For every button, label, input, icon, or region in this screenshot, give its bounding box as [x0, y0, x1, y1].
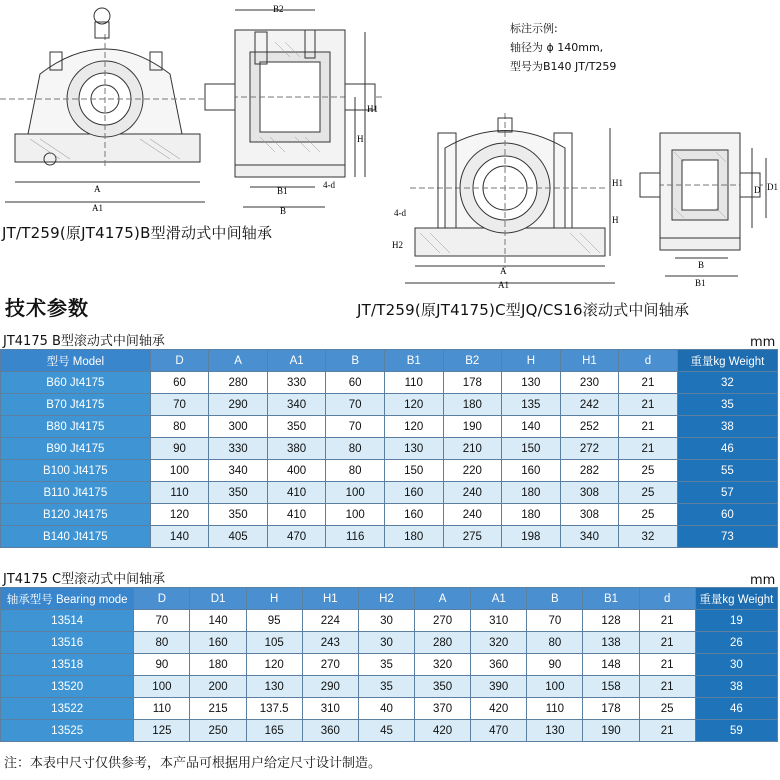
value-cell: 160	[190, 632, 246, 654]
value-cell: 90	[150, 438, 209, 460]
column-header: B	[527, 588, 583, 610]
table-row	[1, 460, 778, 482]
column-header: d	[639, 588, 695, 610]
model-cell: B140 Jt4175	[1, 526, 151, 548]
model-cell: B60 Jt4175	[1, 372, 151, 394]
weight-cell: 46	[677, 438, 777, 460]
b-type-front-drawing	[0, 4, 210, 214]
dim-label-B1: B1	[277, 186, 288, 196]
table-row	[1, 610, 778, 632]
column-header: A	[415, 588, 471, 610]
table-row	[1, 482, 778, 504]
model-cell: B120 Jt4175	[1, 504, 151, 526]
value-cell: 40	[358, 698, 414, 720]
value-cell: 140	[190, 610, 246, 632]
model-cell: 13522	[1, 698, 134, 720]
value-cell: 138	[583, 632, 639, 654]
value-cell: 320	[471, 632, 527, 654]
note-line-3: 型号为B140 JT/T259	[510, 60, 617, 73]
value-cell: 70	[150, 394, 209, 416]
value-cell: 340	[209, 460, 268, 482]
value-cell: 470	[471, 720, 527, 742]
value-cell: 180	[502, 504, 561, 526]
c-dim-label-B1: B1	[695, 278, 706, 288]
column-header: A	[209, 350, 268, 372]
value-cell: 350	[209, 482, 268, 504]
b-type-side-drawing	[205, 2, 385, 217]
column-header: H1	[560, 350, 619, 372]
value-cell: 243	[302, 632, 358, 654]
value-cell: 360	[471, 654, 527, 676]
value-cell: 198	[502, 526, 561, 548]
note-line-2: 轴径为 ϕ 140mm,	[510, 41, 604, 54]
value-cell: 80	[134, 632, 190, 654]
value-cell: 165	[246, 720, 302, 742]
value-cell: 125	[134, 720, 190, 742]
value-cell: 100	[134, 676, 190, 698]
table-b-type	[0, 349, 778, 548]
value-cell: 310	[302, 698, 358, 720]
weight-cell: 26	[695, 632, 777, 654]
value-cell: 200	[190, 676, 246, 698]
value-cell: 70	[527, 610, 583, 632]
value-cell: 45	[358, 720, 414, 742]
value-cell: 470	[267, 526, 326, 548]
model-cell: 13525	[1, 720, 134, 742]
value-cell: 100	[326, 482, 385, 504]
c-type-caption: JT/T259(原JT4175)C型JQ/CS16滚动式中间轴承	[357, 301, 690, 319]
value-cell: 360	[302, 720, 358, 742]
value-cell: 250	[190, 720, 246, 742]
column-header: D	[150, 350, 209, 372]
table-row	[1, 416, 778, 438]
value-cell: 70	[134, 610, 190, 632]
column-header: B1	[384, 350, 443, 372]
value-cell: 280	[209, 372, 268, 394]
value-cell: 390	[471, 676, 527, 698]
value-cell: 128	[583, 610, 639, 632]
value-cell: 105	[246, 632, 302, 654]
weight-cell: 73	[677, 526, 777, 548]
value-cell: 410	[267, 504, 326, 526]
value-cell: 150	[384, 460, 443, 482]
weight-cell: 60	[677, 504, 777, 526]
weight-cell: 35	[677, 394, 777, 416]
table-row	[1, 438, 778, 460]
value-cell: 110	[150, 482, 209, 504]
weight-cell: 57	[677, 482, 777, 504]
value-cell: 70	[326, 416, 385, 438]
column-header: H2	[358, 588, 414, 610]
column-header: 轴承型号 Bearing mode	[1, 588, 134, 610]
value-cell: 220	[443, 460, 502, 482]
model-cell: B110 Jt4175	[1, 482, 151, 504]
table-row	[1, 504, 778, 526]
value-cell: 290	[302, 676, 358, 698]
value-cell: 100	[150, 460, 209, 482]
value-cell: 380	[267, 438, 326, 460]
value-cell: 21	[619, 416, 677, 438]
c-type-front-drawing	[390, 108, 623, 290]
value-cell: 275	[443, 526, 502, 548]
column-header: B1	[583, 588, 639, 610]
value-cell: 25	[639, 698, 695, 720]
value-cell: 270	[302, 654, 358, 676]
model-cell: B90 Jt4175	[1, 438, 151, 460]
model-cell: B80 Jt4175	[1, 416, 151, 438]
table1-unit: mm	[750, 335, 776, 350]
value-cell: 80	[326, 438, 385, 460]
value-cell: 410	[267, 482, 326, 504]
column-header: 重量kg Weight	[695, 588, 777, 610]
value-cell: 230	[560, 372, 619, 394]
value-cell: 290	[209, 394, 268, 416]
note-line-1: 标注示例:	[510, 22, 558, 35]
model-cell: 13516	[1, 632, 134, 654]
table-row	[1, 654, 778, 676]
annotation-example	[510, 19, 616, 76]
table2-unit: mm	[750, 573, 776, 588]
value-cell: 150	[502, 438, 561, 460]
value-cell: 330	[209, 438, 268, 460]
value-cell: 180	[502, 482, 561, 504]
table-row	[1, 720, 778, 742]
value-cell: 240	[443, 504, 502, 526]
column-header: A1	[267, 350, 326, 372]
value-cell: 35	[358, 654, 414, 676]
value-cell: 420	[415, 720, 471, 742]
table1-title: JT4175 B型滚动式中间轴承	[3, 334, 165, 349]
value-cell: 90	[527, 654, 583, 676]
table-row	[1, 632, 778, 654]
value-cell: 350	[209, 504, 268, 526]
value-cell: 158	[583, 676, 639, 698]
column-header: H	[246, 588, 302, 610]
value-cell: 310	[471, 610, 527, 632]
value-cell: 100	[326, 504, 385, 526]
value-cell: 140	[150, 526, 209, 548]
value-cell: 340	[267, 394, 326, 416]
value-cell: 160	[384, 482, 443, 504]
table-row	[1, 372, 778, 394]
table2-title: JT4175 C型滚动式中间轴承	[3, 572, 166, 587]
value-cell: 300	[209, 416, 268, 438]
value-cell: 330	[267, 372, 326, 394]
value-cell: 80	[527, 632, 583, 654]
value-cell: 180	[190, 654, 246, 676]
value-cell: 308	[560, 482, 619, 504]
value-cell: 308	[560, 504, 619, 526]
value-cell: 178	[583, 698, 639, 720]
value-cell: 130	[246, 676, 302, 698]
value-cell: 120	[384, 394, 443, 416]
weight-cell: 38	[695, 676, 777, 698]
c-dim-label-B: B	[698, 260, 705, 270]
value-cell: 148	[583, 654, 639, 676]
value-cell: 270	[415, 610, 471, 632]
dim-label-B2: B2	[273, 4, 284, 14]
weight-cell: 55	[677, 460, 777, 482]
value-cell: 272	[560, 438, 619, 460]
value-cell: 110	[527, 698, 583, 720]
value-cell: 21	[639, 676, 695, 698]
column-header: 型号 Model	[1, 350, 151, 372]
value-cell: 180	[384, 526, 443, 548]
model-cell: 13518	[1, 654, 134, 676]
dim-label-4-d: 4-d	[323, 180, 335, 190]
weight-cell: 19	[695, 610, 777, 632]
c-dim-label-A: A	[500, 266, 507, 276]
value-cell: 190	[583, 720, 639, 742]
value-cell: 210	[443, 438, 502, 460]
value-cell: 90	[134, 654, 190, 676]
weight-cell: 59	[695, 720, 777, 742]
value-cell: 190	[443, 416, 502, 438]
value-cell: 30	[358, 632, 414, 654]
value-cell: 35	[358, 676, 414, 698]
value-cell: 340	[560, 526, 619, 548]
value-cell: 130	[384, 438, 443, 460]
value-cell: 135	[502, 394, 561, 416]
model-cell: B70 Jt4175	[1, 394, 151, 416]
value-cell: 350	[267, 416, 326, 438]
c-dim-label-D1: D1	[767, 182, 778, 192]
value-cell: 130	[502, 372, 561, 394]
section-title: 技术参数	[5, 296, 89, 320]
c-dim-label-H2: H2	[392, 240, 403, 250]
b-type-caption: JT/T259(原JT4175)B型滑动式中间轴承	[2, 224, 273, 242]
value-cell: 21	[619, 394, 677, 416]
value-cell: 224	[302, 610, 358, 632]
column-header: A1	[471, 588, 527, 610]
value-cell: 180	[443, 394, 502, 416]
model-cell: 13520	[1, 676, 134, 698]
column-header: D1	[190, 588, 246, 610]
table-c-type	[0, 587, 778, 742]
value-cell: 21	[619, 372, 677, 394]
value-cell: 320	[415, 654, 471, 676]
column-header: d	[619, 350, 677, 372]
c-dim-label-A1: A1	[498, 280, 509, 290]
dim-label-A1: A1	[92, 203, 103, 213]
c-dim-label-H: H	[612, 215, 619, 225]
column-header: H1	[302, 588, 358, 610]
value-cell: 240	[443, 482, 502, 504]
value-cell: 120	[150, 504, 209, 526]
column-header: 重量kg Weight	[677, 350, 777, 372]
value-cell: 120	[246, 654, 302, 676]
value-cell: 280	[415, 632, 471, 654]
column-header: B	[326, 350, 385, 372]
table-row	[1, 698, 778, 720]
weight-cell: 32	[677, 372, 777, 394]
value-cell: 116	[326, 526, 385, 548]
value-cell: 25	[619, 460, 677, 482]
table-row	[1, 676, 778, 698]
value-cell: 21	[639, 654, 695, 676]
table-row	[1, 394, 778, 416]
value-cell: 80	[150, 416, 209, 438]
value-cell: 215	[190, 698, 246, 720]
footnote: 注：本表中尺寸仅供参考，本产品可根据用户给定尺寸设计制造。	[4, 756, 382, 771]
value-cell: 110	[134, 698, 190, 720]
value-cell: 400	[267, 460, 326, 482]
c-dim-label-4-d: 4-d	[394, 208, 406, 218]
c-dim-label-H1: H1	[612, 178, 623, 188]
value-cell: 242	[560, 394, 619, 416]
weight-cell: 38	[677, 416, 777, 438]
column-header: B2	[443, 350, 502, 372]
value-cell: 140	[502, 416, 561, 438]
table-row	[1, 526, 778, 548]
value-cell: 405	[209, 526, 268, 548]
value-cell: 100	[527, 676, 583, 698]
value-cell: 252	[560, 416, 619, 438]
value-cell: 178	[443, 372, 502, 394]
value-cell: 80	[326, 460, 385, 482]
value-cell: 370	[415, 698, 471, 720]
dim-label-H: H	[357, 134, 364, 144]
model-cell: B100 Jt4175	[1, 460, 151, 482]
value-cell: 25	[619, 504, 677, 526]
column-header: H	[502, 350, 561, 372]
value-cell: 70	[326, 394, 385, 416]
table-header-row	[1, 588, 778, 610]
c-dim-label-D: D	[754, 185, 761, 195]
column-header: D	[134, 588, 190, 610]
c-type-side-drawing	[640, 118, 780, 288]
value-cell: 60	[150, 372, 209, 394]
value-cell: 282	[560, 460, 619, 482]
value-cell: 137.5	[246, 698, 302, 720]
value-cell: 21	[639, 610, 695, 632]
dim-label-B: B	[280, 206, 287, 216]
value-cell: 32	[619, 526, 677, 548]
value-cell: 110	[384, 372, 443, 394]
weight-cell: 30	[695, 654, 777, 676]
value-cell: 350	[415, 676, 471, 698]
value-cell: 130	[527, 720, 583, 742]
dim-label-A: A	[94, 184, 101, 194]
model-cell: 13514	[1, 610, 134, 632]
value-cell: 21	[639, 720, 695, 742]
value-cell: 25	[619, 482, 677, 504]
weight-cell: 46	[695, 698, 777, 720]
value-cell: 21	[639, 632, 695, 654]
value-cell: 160	[502, 460, 561, 482]
table-header-row	[1, 350, 778, 372]
dim-label-H1: H1	[367, 104, 378, 114]
value-cell: 21	[619, 438, 677, 460]
value-cell: 95	[246, 610, 302, 632]
value-cell: 30	[358, 610, 414, 632]
value-cell: 120	[384, 416, 443, 438]
value-cell: 160	[384, 504, 443, 526]
value-cell: 420	[471, 698, 527, 720]
value-cell: 60	[326, 372, 385, 394]
